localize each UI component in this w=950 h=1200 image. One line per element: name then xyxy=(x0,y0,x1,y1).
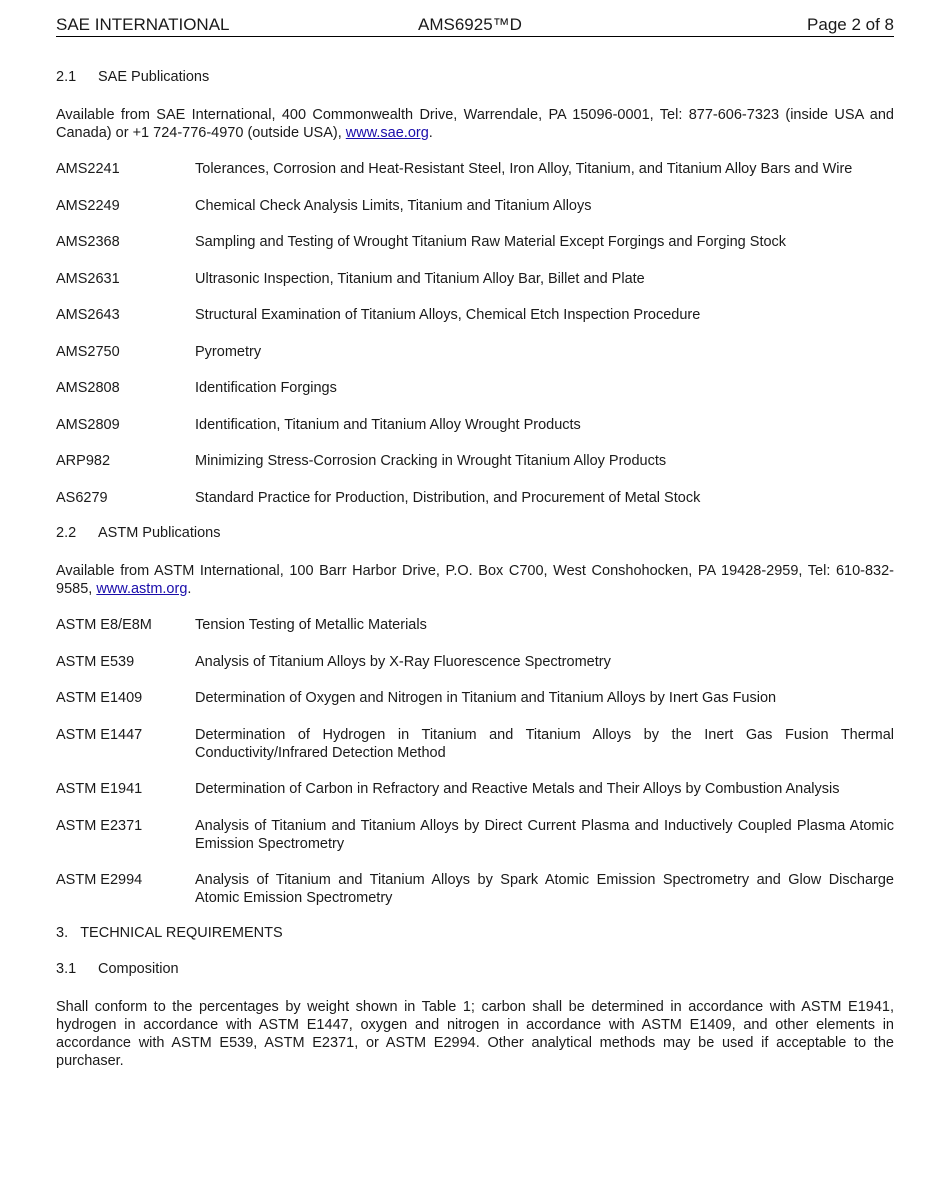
reference-code: AMS2808 xyxy=(56,380,120,396)
reference-title: Chemical Check Analysis Limits, Titanium and Titanium Alloys xyxy=(195,198,592,214)
reference-code: AMS2809 xyxy=(56,417,120,433)
reference-code: AMS2241 xyxy=(56,161,120,177)
section-title: ASTM Publications xyxy=(98,525,221,541)
reference-title: Tension Testing of Metallic Materials xyxy=(195,617,427,633)
reference-title: Identification, Titanium and Titanium Alloy Wrought Products xyxy=(195,417,581,433)
section-number: 3. xyxy=(56,925,69,941)
reference-code: AMS2249 xyxy=(56,198,120,214)
section-number: 2.2 xyxy=(56,525,77,541)
section-title: Composition xyxy=(98,961,179,977)
reference-code: AMS2631 xyxy=(56,271,120,287)
reference-title: Analysis of Titanium and Titanium Alloys by Spark Atomic Emission Spectrometry and Glow Discharge Atomic Emission Spectrometry xyxy=(195,872,894,906)
astm-availability-paragraph xyxy=(56,562,894,598)
sae-availability-text: Available from SAE International, 400 Commonwealth Drive, Warrendale, PA 15096-0001, Tel: 877-606-7323 (inside USA and Canada) or +1 724-776-4970 (outside USA), xyxy=(56,107,894,141)
reference-title: Determination of Hydrogen in Titanium and Titanium Alloys by the Inert Gas Fusion Thermal Conductivity/Infrared Detection Method xyxy=(195,727,894,761)
reference-title: Determination of Carbon in Refractory and Reactive Metals and Their Alloys by Combustion Analysis xyxy=(195,781,840,797)
composition-paragraph xyxy=(56,998,894,1070)
reference-title: Analysis of Titanium Alloys by X-Ray Fluorescence Spectrometry xyxy=(195,654,611,670)
reference-title: Tolerances, Corrosion and Heat-Resistant Steel, Iron Alloy, Titanium, and Titanium Alloy Bars and Wire xyxy=(195,161,853,177)
reference-title: Identification Forgings xyxy=(195,380,337,396)
composition-text: Shall conform to the percentages by weight shown in Table 1; carbon shall be determined in accordance with ASTM E1941, hydrogen in accordance with ASTM E1447, oxygen and nitrogen in accordance with ASTM E1409, and other elements in accordance with ASTM E539, ASTM E2371, or ASTM E2994. Other analytical methods may be used if acceptable to the purchaser. xyxy=(56,999,894,1069)
reference-title: Sampling and Testing of Wrought Titanium Raw Material Except Forgings and Forging Stock xyxy=(195,234,787,250)
reference-code: AMS2368 xyxy=(56,234,120,250)
section-number: 3.1 xyxy=(56,961,77,977)
reference-title: Minimizing Stress-Corrosion Cracking in Wrought Titanium Alloy Products xyxy=(195,453,667,469)
sae-availability-paragraph xyxy=(56,106,894,142)
reference-code: ASTM E2994 xyxy=(56,872,143,888)
reference-code: ARP982 xyxy=(56,453,111,469)
reference-title: Structural Examination of Titanium Alloys, Chemical Etch Inspection Procedure xyxy=(195,307,701,323)
section-heading-sae xyxy=(56,69,209,85)
page-number: Page 2 of 8 xyxy=(807,15,894,34)
sae-availability-end: . xyxy=(428,125,433,141)
reference-code: ASTM E1409 xyxy=(56,690,143,706)
page-header xyxy=(56,14,894,37)
reference-title: Ultrasonic Inspection, Titanium and Titanium Alloy Bar, Billet and Plate xyxy=(195,271,645,287)
reference-title: Determination of Oxygen and Nitrogen in Titanium and Titanium Alloys by Inert Gas Fusion xyxy=(195,690,777,706)
reference-code: ASTM E539 xyxy=(56,654,135,670)
reference-title: Pyrometry xyxy=(195,344,262,360)
reference-code: ASTM E1447 xyxy=(56,727,143,743)
section-number: 2.1 xyxy=(56,69,77,85)
section-heading-technical xyxy=(56,925,283,941)
publisher-name: SAE INTERNATIONAL xyxy=(56,15,230,34)
astm-website-link[interactable]: www.astm.org xyxy=(96,581,188,597)
section-title: SAE Publications xyxy=(98,69,210,85)
reference-code: AMS2643 xyxy=(56,307,120,323)
document-number: AMS6925™D xyxy=(418,15,522,34)
reference-title: Standard Practice for Production, Distribution, and Procurement of Metal Stock xyxy=(195,490,701,506)
section-heading-astm xyxy=(56,525,221,541)
astm-availability-text: Available from ASTM International, 100 Barr Harbor Drive, P.O. Box C700, West Conshohocken, PA 19428-2959, Tel: 610-832-9585, xyxy=(56,563,894,597)
reference-code: AS6279 xyxy=(56,490,108,506)
reference-title: Analysis of Titanium and Titanium Alloys by Direct Current Plasma and Inductively Coupled Plasma Atomic Emission Spectrometry xyxy=(195,818,894,852)
reference-code: AMS2750 xyxy=(56,344,120,360)
reference-code: ASTM E8/E8M xyxy=(56,617,152,633)
reference-code: ASTM E1941 xyxy=(56,781,143,797)
section-heading-composition xyxy=(56,961,179,977)
reference-code: ASTM E2371 xyxy=(56,818,143,834)
astm-availability-end: . xyxy=(187,581,192,597)
sae-website-link[interactable]: www.sae.org xyxy=(345,125,429,141)
section-title: TECHNICAL REQUIREMENTS xyxy=(80,925,283,941)
